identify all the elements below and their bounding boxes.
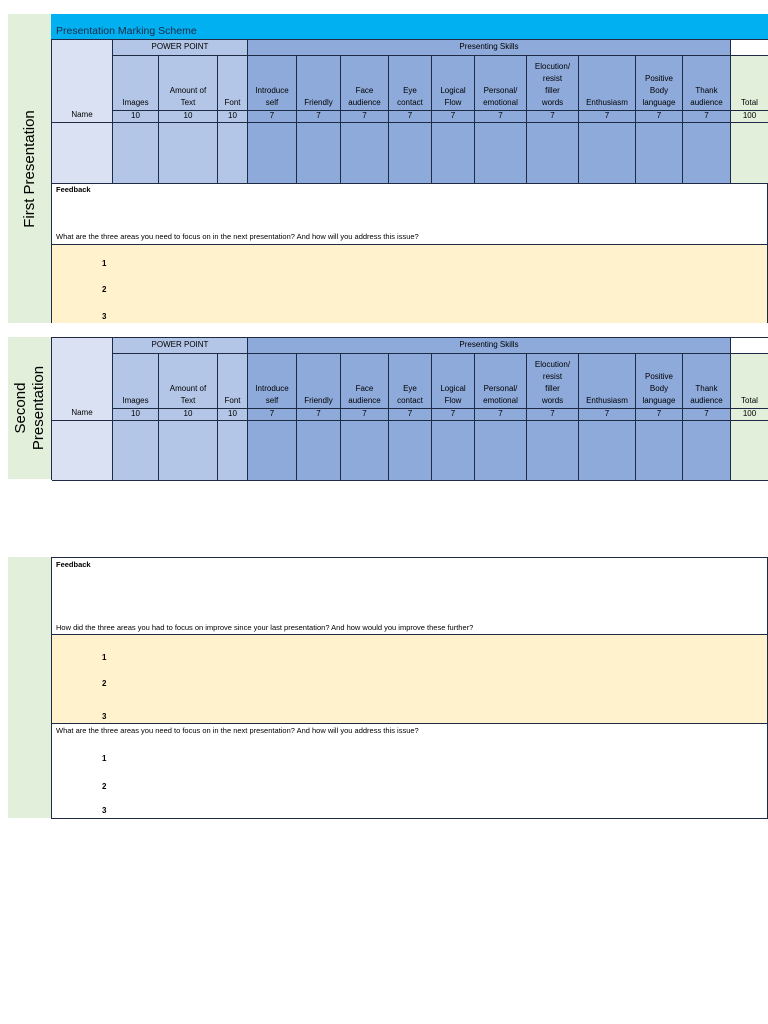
second-column-header-12: Positive Body language	[636, 354, 683, 409]
first-column-header-3: Font	[218, 56, 248, 111]
first-score-cell-2[interactable]	[159, 123, 218, 184]
second-score-cell-8[interactable]	[432, 421, 475, 481]
second-column-max-6: 7	[341, 409, 389, 421]
first-column-header-1: Images	[113, 56, 159, 111]
second-name-input-cell[interactable]	[52, 421, 113, 481]
second-score-cell-13[interactable]	[683, 421, 731, 481]
second-column-header-5: Friendly	[297, 354, 341, 409]
second-score-cell-10[interactable]	[527, 421, 579, 481]
second-column-max-10: 7	[527, 409, 579, 421]
second-column-max-13: 7	[683, 409, 731, 421]
second-score-cell-1[interactable]	[113, 421, 159, 481]
second-column-max-3: 10	[218, 409, 248, 421]
first-presentation-sidebar	[8, 14, 51, 323]
first-column-header-11: Enthusiasm	[579, 56, 636, 111]
first-score-cell-6[interactable]	[341, 123, 389, 184]
second-name-header: Name	[52, 338, 113, 421]
next-item-1: 1	[102, 754, 107, 763]
first-column-header-5: Friendly	[297, 56, 341, 111]
first-group-power-point: POWER POINT	[113, 40, 248, 56]
first-score-cell-11[interactable]	[579, 123, 636, 184]
first-score-cell-1[interactable]	[113, 123, 159, 184]
first-column-max-13: 7	[683, 111, 731, 123]
first-score-cell-3[interactable]	[218, 123, 248, 184]
next-item-3: 3	[102, 806, 107, 815]
first-name-header: Name	[52, 40, 113, 123]
second-presentation-label	[12, 366, 48, 450]
first-column-header-12: Positive Body language	[636, 56, 683, 111]
first-column-header-2: Amount of Text	[159, 56, 218, 111]
first-score-cell-4[interactable]	[248, 123, 297, 184]
second-column-header-6: Face audience	[341, 354, 389, 409]
second-column-max-9: 7	[475, 409, 527, 421]
second-score-cell-12[interactable]	[636, 421, 683, 481]
marking-table-second	[51, 337, 768, 480]
second-column-header-10: Elocution/ resist filler words	[527, 354, 579, 409]
first-column-header-13: Thank audience	[683, 56, 731, 111]
first-column-max-9: 7	[475, 111, 527, 123]
second-column-header-8: Logical Flow	[432, 354, 475, 409]
second-score-cell-5[interactable]	[297, 421, 341, 481]
second-column-header-4: Introduce self	[248, 354, 297, 409]
second-total-header: Total	[731, 354, 768, 409]
second-column-header-7: Eye contact	[389, 354, 432, 409]
next-focus-question: What are the three areas you need to focus on in the next presentation? And how will you address this issue?	[56, 726, 419, 735]
improve-question: How did the three areas you had to focus on improve since your last presentation? And how would you improve these further?	[56, 623, 474, 632]
second-score-cell-3[interactable]	[218, 421, 248, 481]
second-column-max-7: 7	[389, 409, 432, 421]
first-total-max: 100	[731, 111, 768, 123]
second-column-header-9: Personal/ emotional	[475, 354, 527, 409]
first-focus-item-2: 2	[102, 285, 107, 294]
first-focus-item-1: 1	[102, 259, 107, 268]
first-column-max-12: 7	[636, 111, 683, 123]
first-column-max-6: 7	[341, 111, 389, 123]
first-column-header-4: Introduce self	[248, 56, 297, 111]
first-column-header-6: Face audience	[341, 56, 389, 111]
second-feedback-sidebar	[8, 557, 51, 818]
second-total-score-cell[interactable]	[731, 421, 768, 481]
first-score-cell-5[interactable]	[297, 123, 341, 184]
second-column-header-1: Images	[113, 354, 159, 409]
improve-item-1: 1	[102, 653, 107, 662]
first-column-max-1: 10	[113, 111, 159, 123]
second-score-cell-2[interactable]	[159, 421, 218, 481]
first-column-max-4: 7	[248, 111, 297, 123]
first-column-max-3: 10	[218, 111, 248, 123]
first-group-presenting-skills: Presenting Skills	[248, 40, 731, 56]
second-total-max: 100	[731, 409, 768, 421]
second-column-max-1: 10	[113, 409, 159, 421]
improve-answers[interactable]	[52, 634, 767, 724]
first-column-max-7: 7	[389, 111, 432, 123]
marking-table-first	[51, 39, 768, 183]
first-column-max-11: 7	[579, 111, 636, 123]
second-column-max-12: 7	[636, 409, 683, 421]
second-score-cell-4[interactable]	[248, 421, 297, 481]
first-focus-question: What are the three areas you need to focus on in the next presentation? And how will you address this issue?	[56, 232, 419, 241]
first-feedback-label: Feedback	[56, 185, 91, 194]
first-score-cell-8[interactable]	[432, 123, 475, 184]
second-score-cell-6[interactable]	[341, 421, 389, 481]
second-column-header-11: Enthusiasm	[579, 354, 636, 409]
next-item-2: 2	[102, 782, 107, 791]
first-score-cell-13[interactable]	[683, 123, 731, 184]
improve-item-3: 3	[102, 712, 107, 721]
first-column-max-10: 7	[527, 111, 579, 123]
second-blank-corner	[731, 338, 768, 354]
first-score-cell-9[interactable]	[475, 123, 527, 184]
first-blank-corner	[731, 40, 768, 56]
first-column-max-8: 7	[432, 111, 475, 123]
second-column-header-3: Font	[218, 354, 248, 409]
first-column-header-8: Logical Flow	[432, 56, 475, 111]
first-presentation-label: First Presentation	[20, 109, 38, 228]
improve-item-2: 2	[102, 679, 107, 688]
first-total-header: Total	[731, 56, 768, 111]
second-group-presenting-skills: Presenting Skills	[248, 338, 731, 354]
first-column-header-7: Eye contact	[389, 56, 432, 111]
first-name-input-cell[interactable]	[52, 123, 113, 184]
second-score-cell-9[interactable]	[475, 421, 527, 481]
first-feedback-box[interactable]	[51, 183, 768, 323]
first-column-header-9: Personal/ emotional	[475, 56, 527, 111]
page-title: Presentation Marking Scheme	[51, 14, 768, 39]
first-total-score-cell[interactable]	[731, 123, 768, 184]
first-score-cell-7[interactable]	[389, 123, 432, 184]
first-focus-item-3: 3	[102, 312, 107, 321]
second-score-cell-11[interactable]	[579, 421, 636, 481]
second-presentation-sidebar	[8, 337, 51, 479]
second-column-max-11: 7	[579, 409, 636, 421]
second-column-max-4: 7	[248, 409, 297, 421]
second-group-power-point: POWER POINT	[113, 338, 248, 354]
second-column-max-8: 7	[432, 409, 475, 421]
first-column-max-5: 7	[297, 111, 341, 123]
first-column-max-2: 10	[159, 111, 218, 123]
second-column-header-13: Thank audience	[683, 354, 731, 409]
second-column-header-2: Amount of Text	[159, 354, 218, 409]
second-column-max-5: 7	[297, 409, 341, 421]
second-score-cell-7[interactable]	[389, 421, 432, 481]
first-focus-answers[interactable]	[52, 244, 767, 323]
first-score-cell-10[interactable]	[527, 123, 579, 184]
second-feedback-label: Feedback	[56, 560, 91, 569]
second-feedback-box[interactable]	[51, 557, 768, 819]
second-label-line-1: Second	[11, 382, 29, 434]
second-label-line-2: Presentation	[29, 365, 47, 451]
first-score-cell-12[interactable]	[636, 123, 683, 184]
first-column-header-10: Elocution/ resist filler words	[527, 56, 579, 111]
second-column-max-2: 10	[159, 409, 218, 421]
